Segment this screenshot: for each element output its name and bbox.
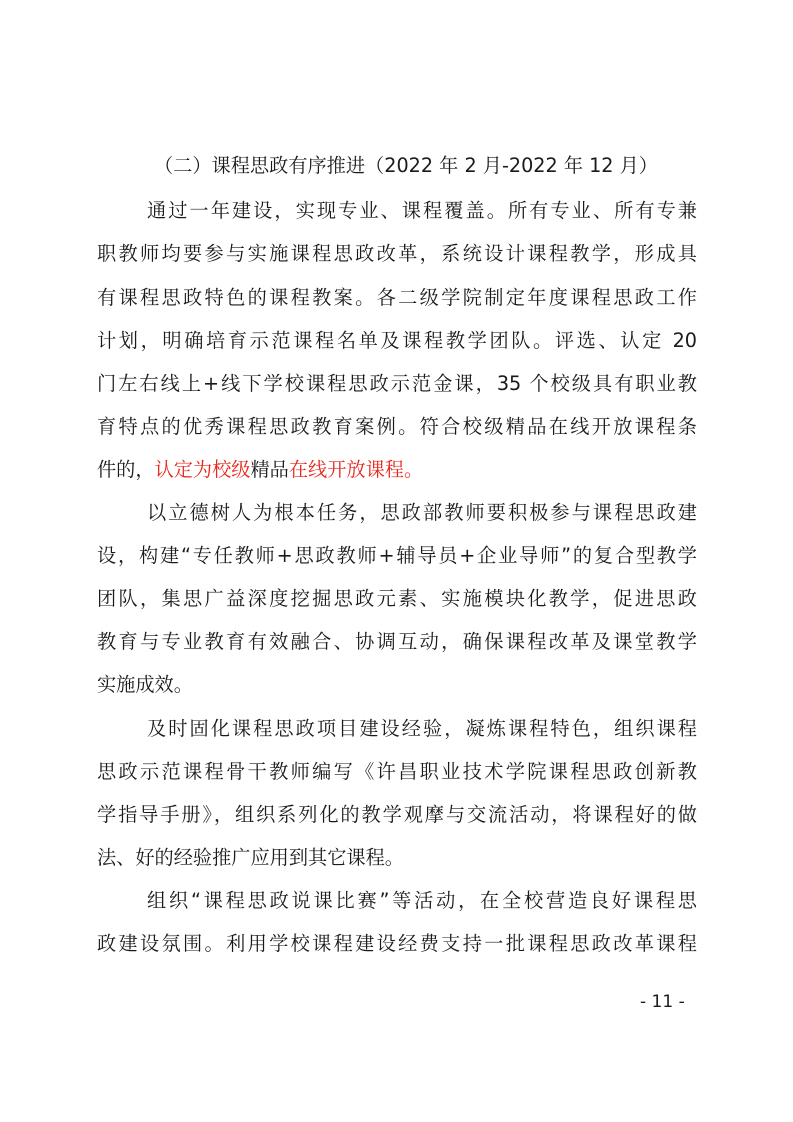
paragraph-line: 思政示范课程骨干教师编写《许昌职业技术学院课程思政创新教 [97, 760, 697, 783]
paragraph-line: 政建设氛围。利用学校课程建设经费支持一批课程思政改革课程 [97, 932, 697, 955]
paragraph-line: 法、好的经验推广应用到其它课程。 [97, 846, 404, 869]
paragraph-line-highlighted [97, 455, 697, 485]
paragraph-line: 组织“课程思政说课比赛”等活动，在全校营造良好课程思 [147, 889, 697, 912]
paragraph-line: 设，构建“专任教师+思政教师+辅导员+企业导师”的复合型教学 [97, 544, 697, 567]
paragraph-line: 有课程思政特色的课程教案。各二级学院制定年度课程思政工作 [97, 286, 697, 309]
paragraph-line: 职教师均要参与实施课程思政改革，系统设计课程教学，形成具 [97, 242, 697, 265]
highlighted-text: 在线开放课程。 [288, 458, 424, 481]
highlighted-text: 认定为校级 [154, 458, 251, 481]
paragraph-line: 计划，明确培育示范课程名单及课程教学团队。评选、认定 20 [97, 329, 697, 352]
paragraph-line: 及时固化课程思政项目建设经验，凝炼课程特色，组织课程 [147, 717, 697, 740]
paragraph-line: 以立德树人为根本任务，思政部教师要积极参与课程思政建 [147, 501, 697, 524]
text-segment: 件的， [97, 458, 155, 481]
paragraph-line: 实施成效。 [97, 673, 193, 696]
paragraph-line: 团队，集思广益深度挖掘思政元素、实施模块化教学，促进思政 [97, 587, 697, 610]
section-heading: （二）课程思政有序推进（2022 年 2 月-2022 年 12 月） [154, 154, 658, 177]
paragraph-line: 育特点的优秀课程思政教育案例。符合校级精品在线开放课程条 [97, 415, 697, 438]
paragraph-line: 教育与专业教育有效融合、协调互动，确保课程改革及课堂教学 [97, 630, 697, 653]
text-segment: 精品 [250, 458, 289, 481]
page-number: - 11 - [640, 992, 685, 1012]
paragraph-line: 门左右线上+线下学校课程思政示范金课，35 个校级具有职业教 [97, 372, 697, 395]
paragraph-line: 学指导手册》，组织系列化的教学观摩与交流活动，将课程好的做 [97, 803, 697, 826]
paragraph-line: 通过一年建设，实现专业、课程覆盖。所有专业、所有专兼 [147, 199, 697, 222]
